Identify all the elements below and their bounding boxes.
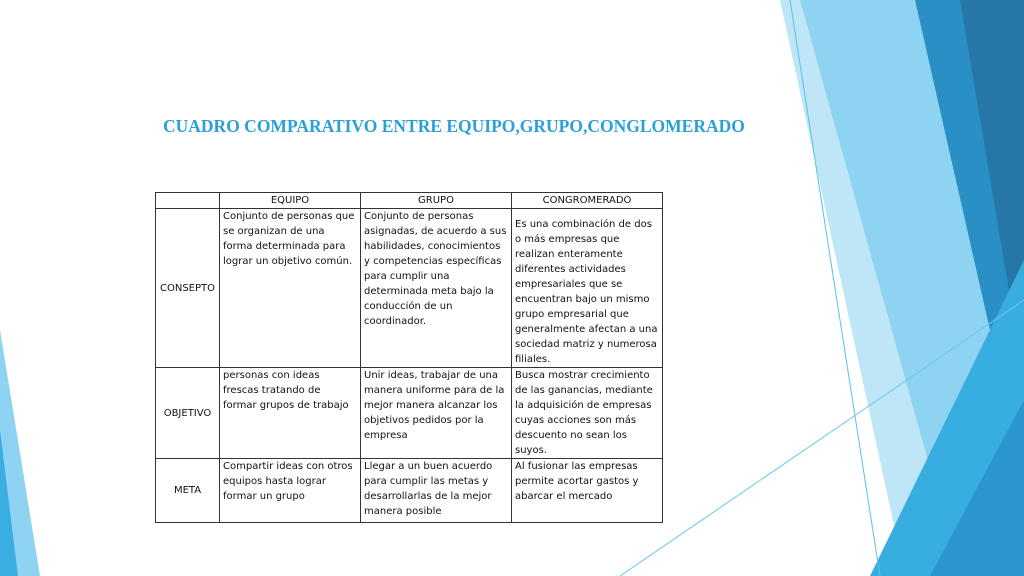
header-cell-grupo: GRUPO	[361, 193, 512, 209]
cell-objetivo-grupo: Unir ideas, trabajar de una manera uniforme para de la mejor manera alcanzar los objetivos pedidos por la empresa	[361, 368, 512, 459]
header-cell-equipo: EQUIPO	[220, 193, 361, 209]
row-label-objetivo: OBJETIVO	[156, 368, 220, 459]
table-header-row	[156, 193, 663, 209]
cell-consepto-grupo: Conjunto de personas asignadas, de acuerdo a sus habilidades, conocimientos y competencias específicas para cumplir una determinada meta bajo la conducción de un coordinador.	[361, 209, 512, 368]
row-label-consepto: CONSEPTO	[156, 209, 220, 368]
table-row-consepto	[156, 209, 663, 368]
table-row-objetivo	[156, 368, 663, 459]
cell-consepto-equipo: Conjunto de personas que se organizan de una forma determinada para lograr un objetivo común.	[220, 209, 361, 368]
slide-title: CUADRO COMPARATIVO ENTRE EQUIPO,GRUPO,CONGLOMERADO	[163, 116, 745, 136]
cell-meta-conglomerado: Al fusionar las empresas permite acortar gastos y abarcar el mercado	[512, 459, 663, 523]
row-label-meta: META	[156, 459, 220, 523]
cell-meta-grupo: Llegar a un buen acuerdo para cumplir las metas y desarrollarlas de la mejor manera posible	[361, 459, 512, 523]
header-cell-congromerado: CONGROMERADO	[512, 193, 663, 209]
comparison-table	[155, 192, 663, 523]
cell-objetivo-equipo: personas con ideas frescas tratando de formar grupos de trabajo	[220, 368, 361, 459]
cell-meta-equipo: Compartir ideas con otros equipos hasta lograr formar un grupo	[220, 459, 361, 523]
cell-objetivo-conglomerado: Busca mostrar crecimiento de las ganancias, mediante la adquisición de empresas cuyas acciones son más descuento no sean los suyos.	[512, 368, 663, 459]
cell-consepto-conglomerado: Es una combinación de dos o más empresas que realizan enteramente diferentes actividades empresariales que se encuentran bajo un mismo grupo empresarial que generalmente afectan a una sociedad matriz y numerosa filiales.	[512, 209, 663, 368]
header-cell-blank	[156, 193, 220, 209]
table-row-meta	[156, 459, 663, 523]
